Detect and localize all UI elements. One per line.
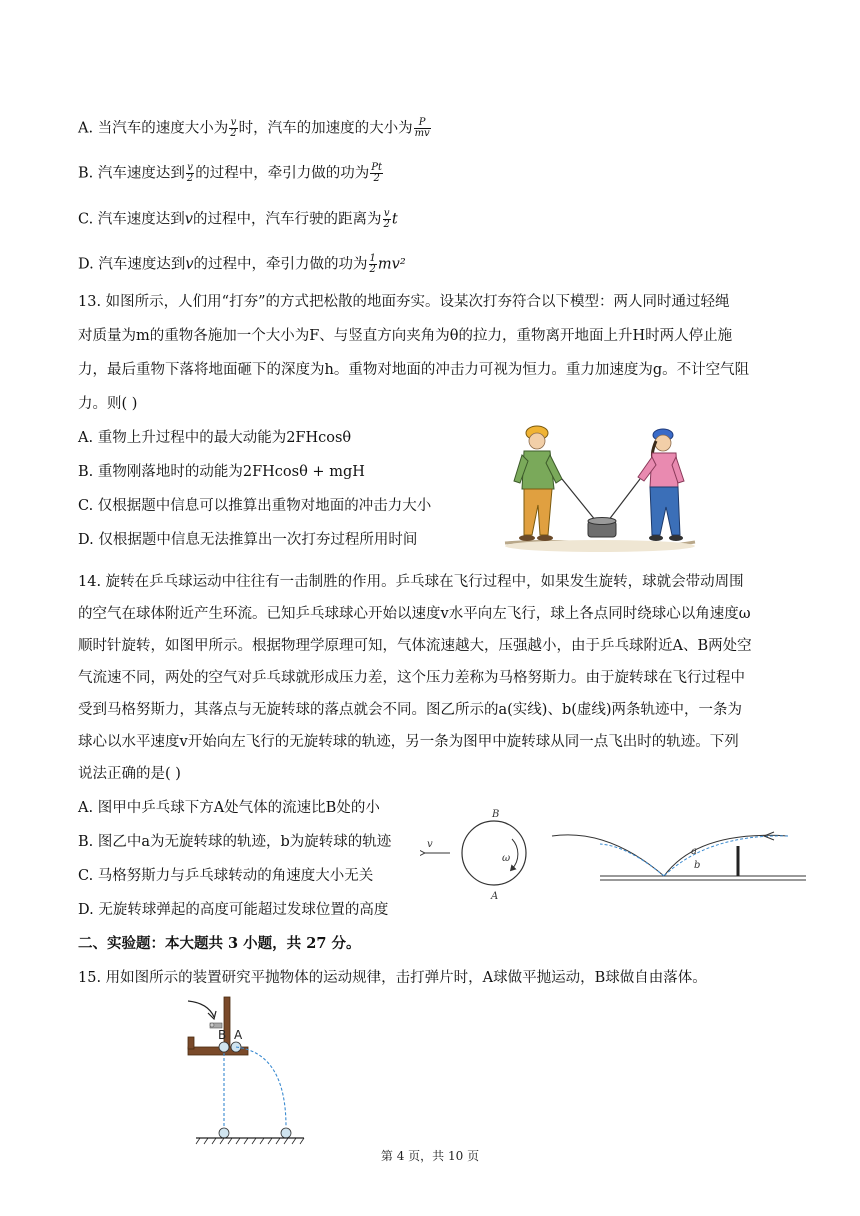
option-text: C. 汽车速度达到 [78, 211, 185, 228]
q13-option-a: A. 重物上升过程中的最大动能为2FHcosθ [78, 430, 352, 446]
q14-option-c: C. 马格努斯力与乒乓球转动的角速度大小无关 [78, 868, 374, 884]
option-text: 时，汽车的加速度的大小为 [238, 120, 413, 137]
trajectory-b-label: b [694, 860, 701, 871]
option-text: D. 汽车速度达到 [78, 256, 186, 273]
page-footer: 第 4 页，共 10 页 [380, 1149, 480, 1163]
variable: v [185, 256, 194, 273]
option-text: 的过程中，牵引力做的功为 [193, 256, 368, 273]
variable: v [184, 211, 193, 228]
q13-stem-line-4: 力。则( ) [78, 396, 138, 412]
ball-b-label: B [218, 1028, 227, 1042]
q14-stem-line-5: 受到马格努斯力，其落点与无旋转球的落点就会不同。图乙所示的a(实线)、b(虚线)两条轨迹中，一条为 [78, 702, 743, 718]
q12-option-d [78, 254, 406, 275]
projectile-apparatus-diagram [180, 993, 320, 1148]
option-text: B. 汽车速度达到 [78, 165, 185, 182]
variable: mv² [377, 256, 406, 273]
point-b-label: B [492, 809, 500, 820]
q15-stem-line-1: 15. 用如图所示的装置研究平抛物体的运动规律，击打弹片时，A球做平抛运动，B球做自由落体。 [78, 970, 707, 986]
q14-stem-line-1: 14. 旋转在乒乓球运动中往往有一击制胜的作用。乒乓球在飞行过程中，如果发生旋转，球就会带动周围 [78, 574, 744, 590]
fraction: $\frac{Pt}{2}$ [371, 162, 382, 184]
q14-stem-line-7: 说法正确的是( ) [78, 766, 181, 782]
q13-option-b: B. 重物刚落地时的动能为2FHcosθ + mgH [78, 464, 365, 480]
fraction: $\frac{v}{2}$ [230, 117, 237, 139]
variable: t [391, 211, 398, 228]
q14-option-b: B. 图乙中a为无旋转球的轨迹，b为旋转球的轨迹 [78, 834, 392, 850]
q12-option-b [78, 163, 384, 184]
q14-option-d: D. 无旋转球弹起的高度可能超过发球位置的高度 [78, 902, 389, 918]
option-text: 的过程中，牵引力做的功为 [195, 165, 370, 182]
spinning-ball-diagram [420, 805, 540, 905]
q14-option-a: A. 图甲中乒乓球下方A处气体的流速比B处的小 [78, 800, 380, 816]
q13-option-d: D. 仅根据题中信息无法推算出一次打夯过程所用时间 [78, 532, 418, 548]
q13-stem-line-2: 对质量为m的重物各施加一个大小为F、与竖直方向夹角为θ的拉力，重物离开地面上升H时两人停止施 [78, 328, 733, 344]
q13-stem-line-1: 13. 如图所示，人们用“打夯”的方式把松散的地面夯实。设某次打夯符合以下模型：两人同时通过轻绳 [78, 294, 730, 310]
fraction: $\frac{1}{2}$ [369, 253, 376, 275]
velocity-label: v [427, 839, 433, 850]
point-a-label: A [491, 891, 499, 902]
section-heading: 二、实验题：本大题共 3 小题，共 27 分。 [78, 935, 361, 952]
fraction: $\frac{P}{mv}$ [414, 117, 430, 139]
fraction: $\frac{v}{2}$ [383, 208, 390, 230]
option-text: A. 当汽车的速度大小为 [78, 120, 229, 137]
q14-stem-line-2: 的空气在球体附近产生环流。已知乒乓球球心开始以速度v水平向左飞行，球上各点同时绕球心以角速度ω [78, 606, 751, 622]
trajectory-a-label: a [691, 846, 697, 857]
q13-stem-line-3: 力，最后重物下落将地面砸下的深度为h。重物对地面的冲击力可视为恒力。重力加速度为g。不计空气阻 [78, 362, 750, 378]
tamping-illustration [500, 415, 700, 555]
omega-label: ω [502, 853, 511, 864]
q12-option-c [78, 209, 398, 230]
q13-option-c: C. 仅根据题中信息可以推算出重物对地面的冲击力大小 [78, 498, 432, 514]
q14-stem-line-3: 顺时针旋转，如图甲所示。根据物理学原理可知，气体流速越大，压强越小，由于乒乓球附近A、B两处空 [78, 638, 752, 654]
option-text: 的过程中，汽车行驶的距离为 [193, 211, 382, 228]
ball-a-label: A [234, 1028, 243, 1042]
q14-stem-line-4: 气流速不同，两处的空气对乒乓球就形成压力差，这个压力差称为马格努斯力。由于旋转球在飞行过程中 [78, 670, 745, 686]
q14-stem-line-6: 球心以水平速度v开始向左飞行的无旋转球的轨迹，另一条为图甲中旋转球从同一点飞出时的轨迹。下列 [78, 734, 739, 750]
q12-option-a [78, 118, 432, 139]
trajectory-diagram [548, 828, 808, 884]
fraction: $\frac{v}{2}$ [186, 162, 194, 184]
